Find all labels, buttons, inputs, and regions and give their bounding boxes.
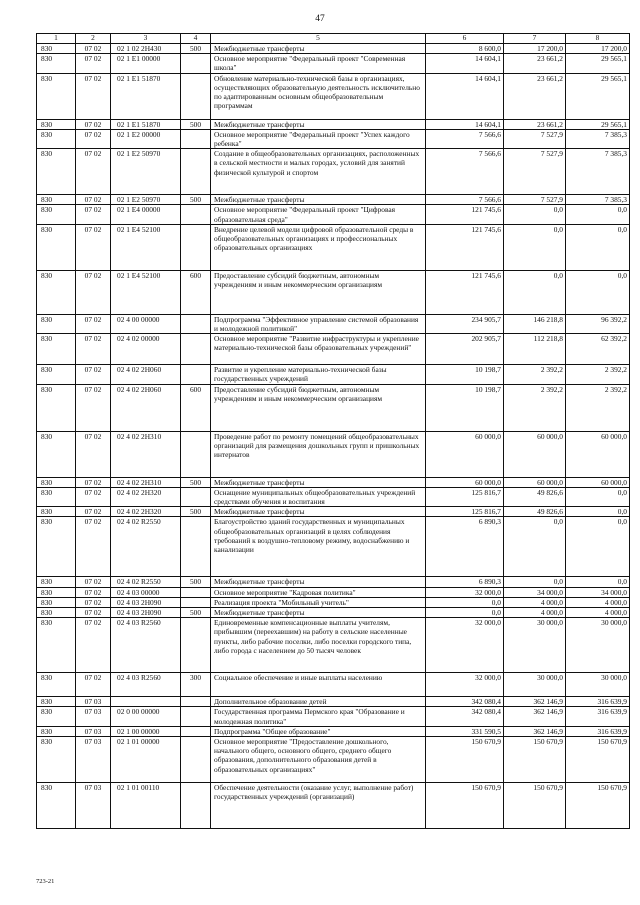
section-cell: 07 02	[76, 587, 111, 597]
amount-year2-cell: 49 826,6	[504, 507, 566, 517]
target-code-cell: 02 4 02 00000	[111, 334, 181, 365]
amount-year3-cell: 7 385,3	[566, 195, 630, 205]
target-code-cell: 02 1 Е1 51870	[111, 119, 181, 129]
amount-year1-cell: 10 198,7	[426, 365, 504, 384]
amount-year3-cell: 34 000,0	[566, 587, 630, 597]
description-cell: Основное мероприятие "Кадровая политика"	[211, 587, 426, 597]
amount-year1-cell: 10 198,7	[426, 384, 504, 431]
table-row	[37, 707, 630, 726]
table-row	[37, 54, 630, 73]
amount-year3-cell: 4 000,0	[566, 608, 630, 618]
amount-year1-cell: 0,0	[426, 608, 504, 618]
code-cell: 830	[37, 673, 76, 697]
amount-year2-cell: 146 218,8	[504, 314, 566, 333]
amount-year3-cell: 62 392,2	[566, 334, 630, 365]
section-cell: 07 02	[76, 205, 111, 224]
header-cell-5: 5	[211, 34, 426, 44]
expense-type-cell: 500	[181, 477, 211, 487]
target-code-cell: 02 1 01 00110	[111, 783, 181, 829]
header-cell-6: 6	[426, 34, 504, 44]
target-code-cell: 02 4 02 2Н320	[111, 507, 181, 517]
amount-year3-cell: 150 670,9	[566, 737, 630, 783]
section-cell: 07 02	[76, 195, 111, 205]
section-cell: 07 02	[76, 365, 111, 384]
code-cell: 830	[37, 507, 76, 517]
description-cell: Благоустройство зданий государственных и муниципальных общеобразовательных организаций в целях соблюдения требований к воздушно-тепловому режиму, водоснабжению и канализации	[211, 517, 426, 577]
table-row	[37, 587, 630, 597]
description-cell: Социальное обеспечение и иные выплаты населению	[211, 673, 426, 697]
expense-type-cell: 500	[181, 44, 211, 54]
table-row	[37, 487, 630, 506]
table-body	[37, 44, 630, 829]
header-cell-3: 3	[111, 34, 181, 44]
table-row	[37, 205, 630, 224]
expense-type-cell	[181, 487, 211, 506]
code-cell: 830	[37, 314, 76, 333]
section-cell: 07 02	[76, 149, 111, 195]
amount-year1-cell: 6 890,3	[426, 577, 504, 587]
amount-year3-cell: 316 639,9	[566, 707, 630, 726]
target-code-cell: 02 4 03 2Н090	[111, 597, 181, 607]
amount-year3-cell: 0,0	[566, 487, 630, 506]
code-cell: 830	[37, 54, 76, 73]
amount-year3-cell: 0,0	[566, 205, 630, 224]
section-cell: 07 02	[76, 608, 111, 618]
budget-table	[36, 33, 630, 829]
table-row	[37, 737, 630, 783]
amount-year3-cell: 0,0	[566, 577, 630, 587]
section-cell: 07 02	[76, 119, 111, 129]
code-cell: 830	[37, 577, 76, 587]
expense-type-cell	[181, 334, 211, 365]
table-row	[37, 577, 630, 587]
target-code-cell: 02 1 Е1 00000	[111, 54, 181, 73]
amount-year2-cell: 30 000,0	[504, 618, 566, 673]
description-cell: Основное мероприятие "Федеральный проект "Современная школа"	[211, 54, 426, 73]
amount-year1-cell: 14 604,1	[426, 54, 504, 73]
description-cell: Межбюджетные трансферты	[211, 507, 426, 517]
amount-year3-cell: 29 565,1	[566, 54, 630, 73]
code-cell: 830	[37, 737, 76, 783]
section-cell: 07 02	[76, 334, 111, 365]
amount-year1-cell: 125 816,7	[426, 487, 504, 506]
amount-year3-cell: 60 000,0	[566, 431, 630, 477]
expense-type-cell: 600	[181, 384, 211, 431]
section-cell: 07 03	[76, 726, 111, 736]
description-cell: Предоставление субсидий бюджетным, автономным учреждениям и иным некоммерческим организациям	[211, 384, 426, 431]
target-code-cell: 02 4 03 2Н090	[111, 608, 181, 618]
amount-year1-cell: 7 566,6	[426, 195, 504, 205]
code-cell: 830	[37, 365, 76, 384]
section-cell: 07 02	[76, 384, 111, 431]
target-code-cell: 02 4 02 2Н060	[111, 384, 181, 431]
section-cell: 07 03	[76, 697, 111, 707]
code-cell: 830	[37, 224, 76, 270]
amount-year2-cell: 23 661,2	[504, 54, 566, 73]
code-cell: 830	[37, 618, 76, 673]
amount-year3-cell: 4 000,0	[566, 597, 630, 607]
table-row	[37, 149, 630, 195]
amount-year3-cell: 0,0	[566, 507, 630, 517]
description-cell: Межбюджетные трансферты	[211, 608, 426, 618]
code-cell: 830	[37, 384, 76, 431]
expense-type-cell: 600	[181, 270, 211, 314]
expense-type-cell	[181, 73, 211, 119]
table-row	[37, 44, 630, 54]
expense-type-cell	[181, 149, 211, 195]
amount-year2-cell: 362 146,9	[504, 726, 566, 736]
table-row	[37, 73, 630, 119]
amount-year1-cell: 150 670,9	[426, 737, 504, 783]
description-cell: Межбюджетные трансферты	[211, 44, 426, 54]
section-cell: 07 02	[76, 507, 111, 517]
expense-type-cell	[181, 365, 211, 384]
section-cell: 07 02	[76, 477, 111, 487]
description-cell: Межбюджетные трансферты	[211, 477, 426, 487]
amount-year3-cell: 0,0	[566, 517, 630, 577]
amount-year2-cell: 112 218,8	[504, 334, 566, 365]
target-code-cell: 02 1 02 2Н430	[111, 44, 181, 54]
section-cell: 07 02	[76, 129, 111, 148]
expense-type-cell	[181, 205, 211, 224]
table-row	[37, 195, 630, 205]
target-code-cell: 02 4 02 2Н060	[111, 365, 181, 384]
amount-year3-cell: 150 670,9	[566, 783, 630, 829]
amount-year2-cell: 362 146,9	[504, 707, 566, 726]
table-row	[37, 618, 630, 673]
target-code-cell: 02 4 03 R2560	[111, 673, 181, 697]
amount-year1-cell: 342 080,4	[426, 707, 504, 726]
header-row	[37, 34, 630, 44]
amount-year2-cell: 4 000,0	[504, 597, 566, 607]
code-cell: 830	[37, 707, 76, 726]
code-cell: 830	[37, 195, 76, 205]
amount-year2-cell: 0,0	[504, 270, 566, 314]
description-cell: Основное мероприятие "Федеральный проект "Цифровая образовательная среда"	[211, 205, 426, 224]
table-row	[37, 334, 630, 365]
expense-type-cell	[181, 618, 211, 673]
amount-year2-cell: 60 000,0	[504, 477, 566, 487]
table-row	[37, 224, 630, 270]
amount-year3-cell: 30 000,0	[566, 673, 630, 697]
footer-code: 723-21	[36, 878, 55, 885]
amount-year2-cell: 362 146,9	[504, 697, 566, 707]
section-cell: 07 02	[76, 597, 111, 607]
description-cell: Создание в общеобразовательных организациях, расположенных в сельской местности и малых городах, условий для занятий физической культурой и спортом	[211, 149, 426, 195]
target-code-cell: 02 1 Е4 00000	[111, 205, 181, 224]
amount-year1-cell: 14 604,1	[426, 119, 504, 129]
amount-year1-cell: 32 000,0	[426, 618, 504, 673]
amount-year3-cell: 0,0	[566, 270, 630, 314]
target-code-cell: 02 1 Е4 52100	[111, 270, 181, 314]
target-code-cell: 02 4 00 00000	[111, 314, 181, 333]
table-header	[37, 34, 630, 44]
code-cell: 830	[37, 783, 76, 829]
amount-year1-cell: 125 816,7	[426, 507, 504, 517]
amount-year2-cell: 7 527,9	[504, 129, 566, 148]
section-cell: 07 02	[76, 517, 111, 577]
expense-type-cell: 300	[181, 673, 211, 697]
description-cell: Подпрограмма "Эффективное управление системой образования и молодежной политикой"	[211, 314, 426, 333]
code-cell: 830	[37, 431, 76, 477]
table-row	[37, 608, 630, 618]
table-row	[37, 597, 630, 607]
amount-year3-cell: 29 565,1	[566, 119, 630, 129]
code-cell: 830	[37, 205, 76, 224]
target-code-cell: 02 4 02 R2550	[111, 577, 181, 587]
code-cell: 830	[37, 73, 76, 119]
amount-year3-cell: 30 000,0	[566, 618, 630, 673]
code-cell: 830	[37, 608, 76, 618]
header-cell-7: 7	[504, 34, 566, 44]
amount-year2-cell: 0,0	[504, 517, 566, 577]
amount-year1-cell: 8 600,0	[426, 44, 504, 54]
description-cell: Предоставление субсидий бюджетным, автономным учреждениям и иным некоммерческим организациям	[211, 270, 426, 314]
expense-type-cell: 500	[181, 608, 211, 618]
code-cell: 830	[37, 726, 76, 736]
amount-year1-cell: 60 000,0	[426, 431, 504, 477]
expense-type-cell	[181, 707, 211, 726]
description-cell: Обновление материально-технической базы в организациях, осуществляющих образовательную деятельность исключительно по адаптированным основным общеобразовательным программам	[211, 73, 426, 119]
section-cell: 07 02	[76, 577, 111, 587]
expense-type-cell	[181, 224, 211, 270]
target-code-cell: 02 1 Е2 50970	[111, 195, 181, 205]
amount-year2-cell: 30 000,0	[504, 673, 566, 697]
amount-year3-cell: 2 392,2	[566, 384, 630, 431]
expense-type-cell	[181, 597, 211, 607]
amount-year3-cell: 2 392,2	[566, 365, 630, 384]
description-cell: Развитие и укрепление материально-технической базы государственных учреждений	[211, 365, 426, 384]
section-cell: 07 02	[76, 54, 111, 73]
table-row	[37, 507, 630, 517]
amount-year3-cell: 96 392,2	[566, 314, 630, 333]
table-row	[37, 783, 630, 829]
table-row	[37, 431, 630, 477]
target-code-cell: 02 4 03 R2560	[111, 618, 181, 673]
amount-year1-cell: 60 000,0	[426, 477, 504, 487]
amount-year2-cell: 150 670,9	[504, 737, 566, 783]
section-cell: 07 03	[76, 707, 111, 726]
section-cell: 07 02	[76, 44, 111, 54]
expense-type-cell	[181, 129, 211, 148]
target-code-cell: 02 1 Е2 50970	[111, 149, 181, 195]
target-code-cell: 02 4 02 2Н310	[111, 431, 181, 477]
code-cell: 830	[37, 477, 76, 487]
table-row	[37, 384, 630, 431]
description-cell: Внедрение целевой модели цифровой образовательной среды в общеобразовательных организациях и профессиональных образовательных организациях	[211, 224, 426, 270]
table-row	[37, 314, 630, 333]
code-cell: 830	[37, 129, 76, 148]
amount-year3-cell: 7 385,3	[566, 129, 630, 148]
table-row	[37, 673, 630, 697]
expense-type-cell	[181, 737, 211, 783]
expense-type-cell	[181, 314, 211, 333]
description-cell: Межбюджетные трансферты	[211, 577, 426, 587]
expense-type-cell	[181, 54, 211, 73]
amount-year2-cell: 2 392,2	[504, 365, 566, 384]
description-cell: Основное мероприятие "Федеральный проект "Успех каждого ребенка"	[211, 129, 426, 148]
amount-year1-cell: 32 000,0	[426, 587, 504, 597]
amount-year1-cell: 32 000,0	[426, 673, 504, 697]
expense-type-cell: 500	[181, 577, 211, 587]
description-cell: Реализация проекта "Мобильный учитель"	[211, 597, 426, 607]
section-cell: 07 02	[76, 224, 111, 270]
code-cell: 830	[37, 44, 76, 54]
code-cell: 830	[37, 587, 76, 597]
target-code-cell: 02 4 02 2Н310	[111, 477, 181, 487]
section-cell: 07 03	[76, 783, 111, 829]
expense-type-cell	[181, 726, 211, 736]
table-row	[37, 726, 630, 736]
amount-year3-cell: 29 565,1	[566, 73, 630, 119]
code-cell: 830	[37, 487, 76, 506]
table-row	[37, 129, 630, 148]
target-code-cell: 02 1 00 00000	[111, 726, 181, 736]
header-cell-8: 8	[566, 34, 630, 44]
expense-type-cell: 500	[181, 195, 211, 205]
amount-year1-cell: 121 745,6	[426, 224, 504, 270]
target-code-cell: 02 4 02 R2550	[111, 517, 181, 577]
expense-type-cell: 500	[181, 507, 211, 517]
section-cell: 07 02	[76, 487, 111, 506]
target-code-cell: 02 1 01 00000	[111, 737, 181, 783]
description-cell: Основное мероприятие "Предоставление дошкольного, начального общего, основного общего, среднего общего образования, дополнительного образования детей в образовательных организациях"	[211, 737, 426, 783]
description-cell: Подпрограмма "Общее образование"	[211, 726, 426, 736]
amount-year2-cell: 23 661,2	[504, 119, 566, 129]
amount-year1-cell: 121 745,6	[426, 205, 504, 224]
description-cell: Проведение работ по ремонту помещений общеобразовательных организаций для размещения дошкольных групп и пришкольных интернатов	[211, 431, 426, 477]
target-code-cell: 02 0 00 00000	[111, 707, 181, 726]
expense-type-cell	[181, 587, 211, 597]
expense-type-cell	[181, 517, 211, 577]
table-row	[37, 119, 630, 129]
amount-year3-cell: 316 639,9	[566, 697, 630, 707]
target-code-cell	[111, 697, 181, 707]
target-code-cell: 02 1 Е2 00000	[111, 129, 181, 148]
amount-year3-cell: 316 639,9	[566, 726, 630, 736]
code-cell: 830	[37, 597, 76, 607]
amount-year1-cell: 342 080,4	[426, 697, 504, 707]
amount-year1-cell: 150 670,9	[426, 783, 504, 829]
description-cell: Обеспечение деятельности (оказание услуг, выполнение работ) государственных учреждений (организаций)	[211, 783, 426, 829]
expense-type-cell	[181, 431, 211, 477]
description-cell: Дополнительное образование детей	[211, 697, 426, 707]
target-code-cell: 02 4 02 2Н320	[111, 487, 181, 506]
amount-year2-cell: 150 670,9	[504, 783, 566, 829]
amount-year2-cell: 7 527,9	[504, 149, 566, 195]
amount-year2-cell: 34 000,0	[504, 587, 566, 597]
amount-year2-cell: 23 661,2	[504, 73, 566, 119]
amount-year2-cell: 60 000,0	[504, 431, 566, 477]
section-cell: 07 02	[76, 314, 111, 333]
amount-year3-cell: 17 200,0	[566, 44, 630, 54]
code-cell: 830	[37, 517, 76, 577]
amount-year3-cell: 0,0	[566, 224, 630, 270]
amount-year2-cell: 17 200,0	[504, 44, 566, 54]
description-cell: Оснащение муниципальных общеобразовательных учреждений средствами обучения и воспитания	[211, 487, 426, 506]
amount-year1-cell: 331 590,5	[426, 726, 504, 736]
amount-year2-cell: 4 000,0	[504, 608, 566, 618]
amount-year3-cell: 7 385,3	[566, 149, 630, 195]
table-row	[37, 517, 630, 577]
code-cell: 830	[37, 697, 76, 707]
amount-year1-cell: 0,0	[426, 597, 504, 607]
code-cell: 830	[37, 270, 76, 314]
target-code-cell: 02 4 03 00000	[111, 587, 181, 597]
amount-year1-cell: 7 566,6	[426, 149, 504, 195]
page-number: 47	[315, 14, 325, 24]
section-cell: 07 02	[76, 618, 111, 673]
amount-year2-cell: 49 826,6	[504, 487, 566, 506]
amount-year2-cell: 0,0	[504, 224, 566, 270]
table-row	[37, 365, 630, 384]
header-cell-1: 1	[37, 34, 76, 44]
table-row	[37, 477, 630, 487]
amount-year2-cell: 0,0	[504, 577, 566, 587]
code-cell: 830	[37, 334, 76, 365]
amount-year1-cell: 121 745,6	[426, 270, 504, 314]
amount-year1-cell: 6 890,3	[426, 517, 504, 577]
amount-year3-cell: 60 000,0	[566, 477, 630, 487]
amount-year1-cell: 14 604,1	[426, 73, 504, 119]
code-cell: 830	[37, 119, 76, 129]
description-cell: Межбюджетные трансферты	[211, 195, 426, 205]
target-code-cell: 02 1 Е4 52100	[111, 224, 181, 270]
amount-year2-cell: 7 527,9	[504, 195, 566, 205]
amount-year2-cell: 2 392,2	[504, 384, 566, 431]
section-cell: 07 02	[76, 270, 111, 314]
section-cell: 07 02	[76, 673, 111, 697]
description-cell: Единовременные компенсационные выплаты учителям, прибывшим (переехавшим) на работу в сельские населенные пункты, либо рабочие поселки, либо поселки городского типа, либо города с населением до 50 тысяч человек	[211, 618, 426, 673]
section-cell: 07 02	[76, 431, 111, 477]
section-cell: 07 03	[76, 737, 111, 783]
section-cell: 07 02	[76, 73, 111, 119]
table-row	[37, 697, 630, 707]
amount-year1-cell: 234 905,7	[426, 314, 504, 333]
amount-year1-cell: 202 905,7	[426, 334, 504, 365]
description-cell: Государственная программа Пермского края "Образование и молодежная политика"	[211, 707, 426, 726]
description-cell: Межбюджетные трансферты	[211, 119, 426, 129]
description-cell: Основное мероприятие "Развитие инфраструктуры и укрепление материально-технической базы образовательных учреждений"	[211, 334, 426, 365]
expense-type-cell: 500	[181, 119, 211, 129]
amount-year1-cell: 7 566,6	[426, 129, 504, 148]
table-row	[37, 270, 630, 314]
header-cell-2: 2	[76, 34, 111, 44]
code-cell: 830	[37, 149, 76, 195]
expense-type-cell	[181, 697, 211, 707]
expense-type-cell	[181, 783, 211, 829]
amount-year2-cell: 0,0	[504, 205, 566, 224]
header-cell-4: 4	[181, 34, 211, 44]
target-code-cell: 02 1 Е1 51870	[111, 73, 181, 119]
